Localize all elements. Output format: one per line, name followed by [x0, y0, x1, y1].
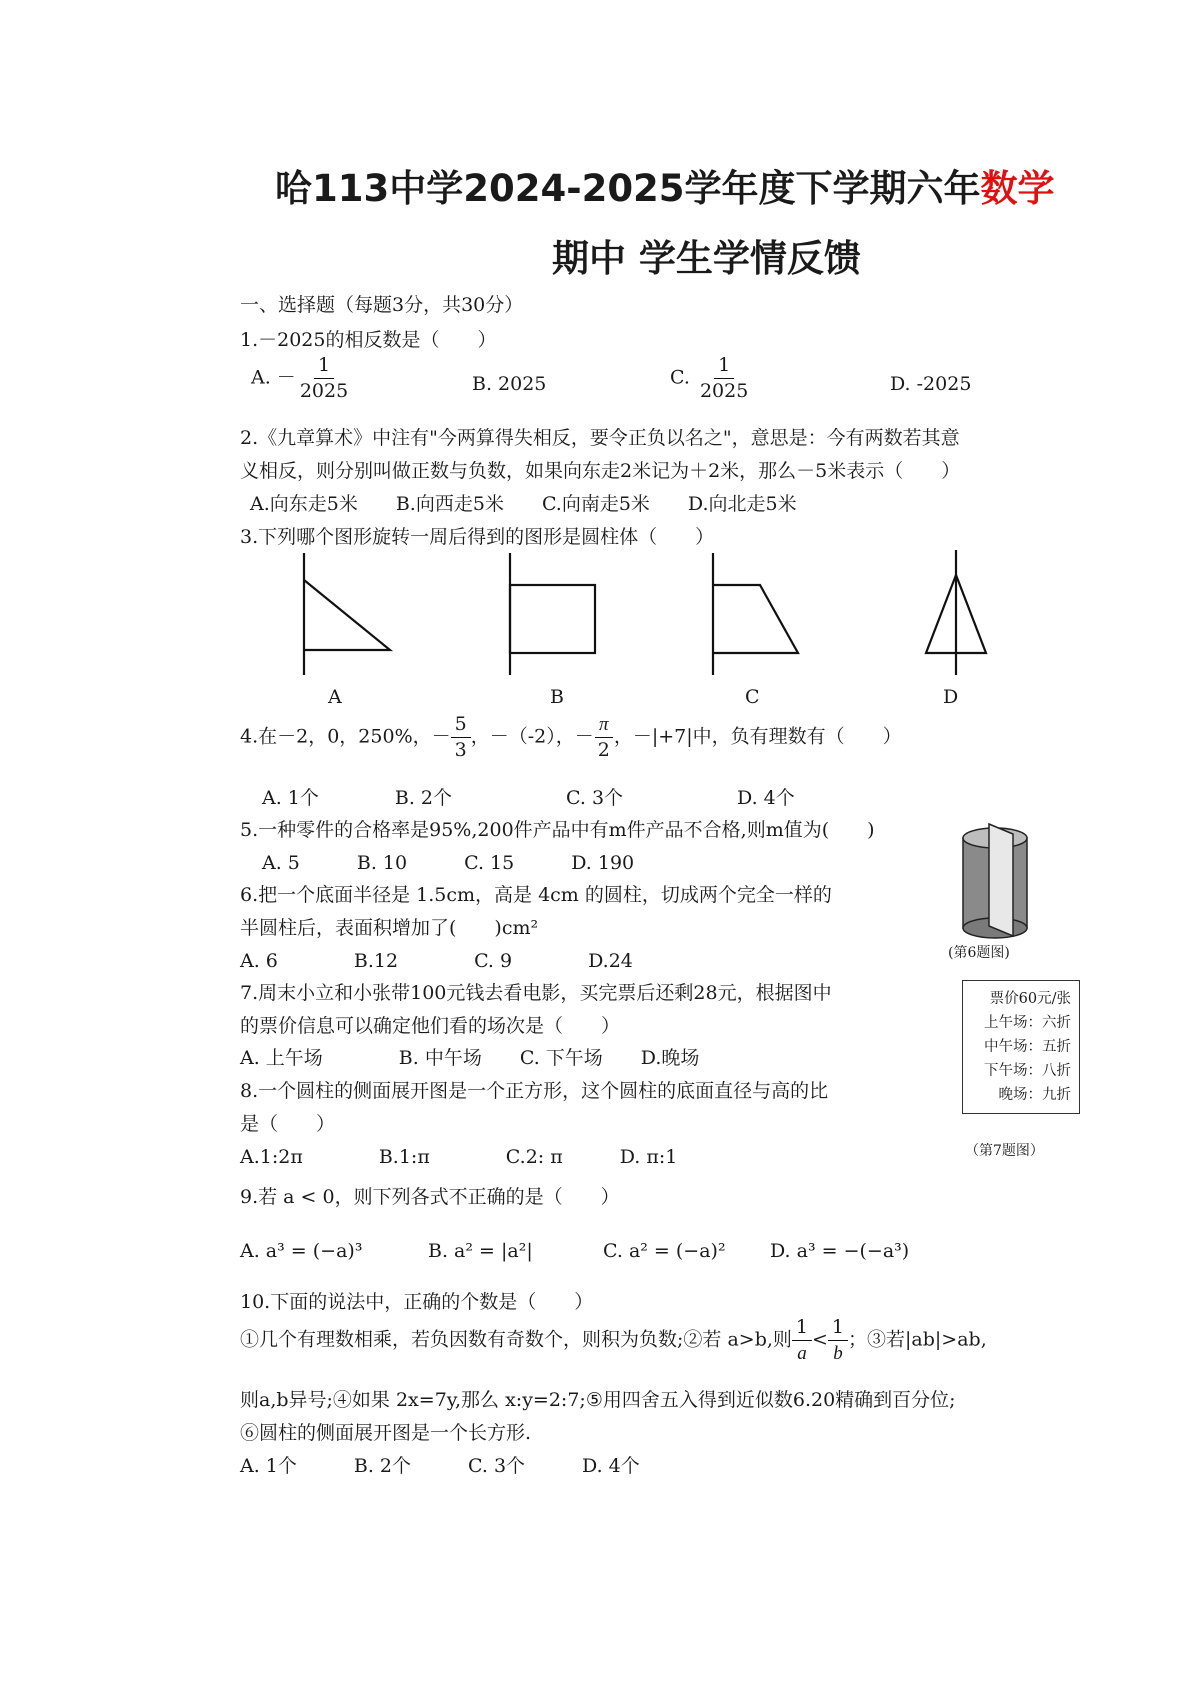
q1-option-a — [251, 356, 352, 401]
q5-stem: 5.一种零件的合格率是95%,200件产品中有m件产品不合格,则m值为( ) — [240, 819, 875, 841]
q3-label-a: A — [328, 686, 342, 708]
q1-a-denominator: 2025 — [299, 380, 349, 402]
q4-mid: ，－（-2）， — [470, 725, 575, 748]
ticket-afternoon: 下午场：八折 — [984, 1063, 1071, 1079]
q1-c-label: C. — [670, 366, 696, 389]
q10-l1-prefix: ①几个有理数相乘，若负因数有奇数个，则积为负数;②若 a>b,则 — [240, 1328, 792, 1351]
q10-stem: 10.下面的说法中，正确的个数是（ ） — [240, 1291, 594, 1313]
ticket-noon: 中午场：五折 — [984, 1039, 1071, 1055]
q1-stem: 1.－2025的相反数是（ ） — [240, 329, 497, 351]
q6-line1: 6.把一个底面半径是 1.5cm，高是 4cm 的圆柱，切成两个完全一样的 — [240, 884, 832, 906]
q3-stem: 3.下列哪个图形旋转一周后得到的图形是圆柱体（ ） — [240, 526, 715, 548]
ticket-price: 票价60元/张 — [989, 991, 1071, 1007]
q5-options: A. 5 B. 10 C. 15 D. 190 — [262, 852, 635, 874]
title-main: 哈113中学2024-2025学年度下学期六年 — [275, 167, 981, 210]
q3-figures — [280, 545, 1060, 705]
q1-a-fraction — [296, 356, 352, 401]
q8-options: A.1:2π B.1:π C.2: π D. π:1 — [240, 1146, 678, 1168]
q1-c-numerator: 1 — [714, 356, 734, 379]
q10-frac-a — [792, 1318, 812, 1363]
q7-options: A. 上午场 B. 中午场 C. 下午场 D.晚场 — [240, 1047, 700, 1069]
q10-frac-a-num: 1 — [792, 1318, 812, 1341]
q9-stem: 9.若 a < 0，则下列各式不正确的是（ ） — [240, 1186, 620, 1208]
q9-option-c: C. a² = (−a)² — [603, 1240, 726, 1262]
q2-line2: 义相反，则分别叫做正数与负数，如果向东走2米记为＋2米，那么－5米表示（ ） — [240, 460, 961, 482]
q1-option-c — [670, 356, 752, 401]
figure-b-square — [510, 553, 595, 675]
title-subject: 数学 — [980, 167, 1055, 210]
q1-option-b: B. 2025 — [472, 373, 547, 395]
q4-prefix: 4.在－2，0，250%， — [240, 725, 432, 748]
q10-l1-suffix: ；③若|ab|>ab, — [848, 1328, 987, 1351]
q10-frac-b — [828, 1318, 848, 1363]
q10-frac-b-den: b — [833, 1343, 843, 1364]
ticket-morning: 上午场：六折 — [984, 1015, 1071, 1031]
q9-option-b: B. a² = |a²| — [428, 1240, 533, 1262]
figure-d-isoceles — [926, 550, 986, 675]
q2-options: A.向东走5米 B.向西走5米 C.向南走5米 D.向北走5米 — [250, 493, 797, 515]
q4-f1-den: 3 — [454, 739, 467, 761]
q4-fraction-1 — [451, 715, 471, 760]
q1-a-label: A. － — [251, 366, 296, 389]
q2-line1: 2.《九章算术》中注有"今两算得失相反，要令正负以名之"，意思是：今有两数若其意 — [240, 427, 960, 449]
q8-line1: 8.一个圆柱的侧面展开图是一个正方形，这个圆柱的底面直径与高的比 — [240, 1080, 829, 1102]
q3-label-d: D — [943, 686, 959, 708]
q4-f1-num: 5 — [451, 715, 471, 738]
q4-f2-den: 2 — [597, 739, 610, 761]
q7-line1: 7.周末小立和小张带100元钱去看电影，买完票后还剩28元，根据图中 — [240, 982, 832, 1004]
q1-c-fraction — [696, 356, 752, 401]
q9-option-a: A. a³ = (−a)³ — [240, 1240, 363, 1262]
page-title — [275, 158, 1055, 212]
q7-figure-caption: （第7题图） — [965, 1143, 1044, 1159]
q4-suffix: ，－|+7|中，负有理数有（ ） — [613, 725, 902, 748]
figure-c-trapezoid — [713, 553, 798, 675]
q9-option-d: D. a³ = −(−a³) — [770, 1240, 910, 1262]
q10-lt-sign: < — [812, 1328, 828, 1351]
q4-neg1: － — [431, 725, 451, 748]
q3-label-c: C — [745, 686, 760, 708]
q4-stem — [240, 715, 902, 760]
figure-a-triangle — [304, 553, 390, 675]
ticket-evening: 晚场：九折 — [998, 1087, 1071, 1103]
q7-ticket-box — [962, 980, 1080, 1114]
q1-a-numerator: 1 — [314, 356, 334, 379]
q6-figure-caption: (第6题图) — [948, 945, 1010, 961]
q10-frac-b-num: 1 — [828, 1318, 848, 1341]
q3-label-b: B — [550, 686, 564, 708]
q1-c-denominator: 2025 — [699, 380, 749, 402]
q10-options: A. 1个 B. 2个 C. 3个 D. 4个 — [240, 1455, 640, 1477]
q4-neg2: － — [574, 725, 594, 748]
q10-line3: ⑥圆柱的侧面展开图是一个长方形. — [240, 1422, 532, 1444]
q10-line1 — [240, 1318, 987, 1363]
q6-options: A. 6 B.12 C. 9 D.24 — [240, 950, 633, 972]
section-header: 一、选择题（每题3分，共30分） — [240, 294, 524, 316]
page-subtitle: 期中 学生学情反馈 — [552, 237, 861, 280]
q6-cylinder-figure — [955, 820, 1045, 940]
q1-option-d: D. -2025 — [890, 373, 972, 395]
q4-fraction-2 — [594, 715, 614, 760]
q10-frac-a-den: a — [797, 1343, 807, 1364]
q7-line2: 的票价信息可以确定他们看的场次是（ ） — [240, 1015, 621, 1037]
q10-line2: 则a,b异号;④如果 2x=7y,那么 x:y=2:7;⑤用四舍五入得到近似数6.20精确到百分位; — [240, 1389, 956, 1411]
q4-f2-num: π — [595, 715, 613, 738]
q6-line2: 半圆柱后，表面积增加了( )cm² — [240, 917, 539, 939]
q8-line2: 是（ ） — [240, 1113, 336, 1135]
q4-options: A. 1个 B. 2个 C. 3个 D. 4个 — [262, 787, 795, 809]
